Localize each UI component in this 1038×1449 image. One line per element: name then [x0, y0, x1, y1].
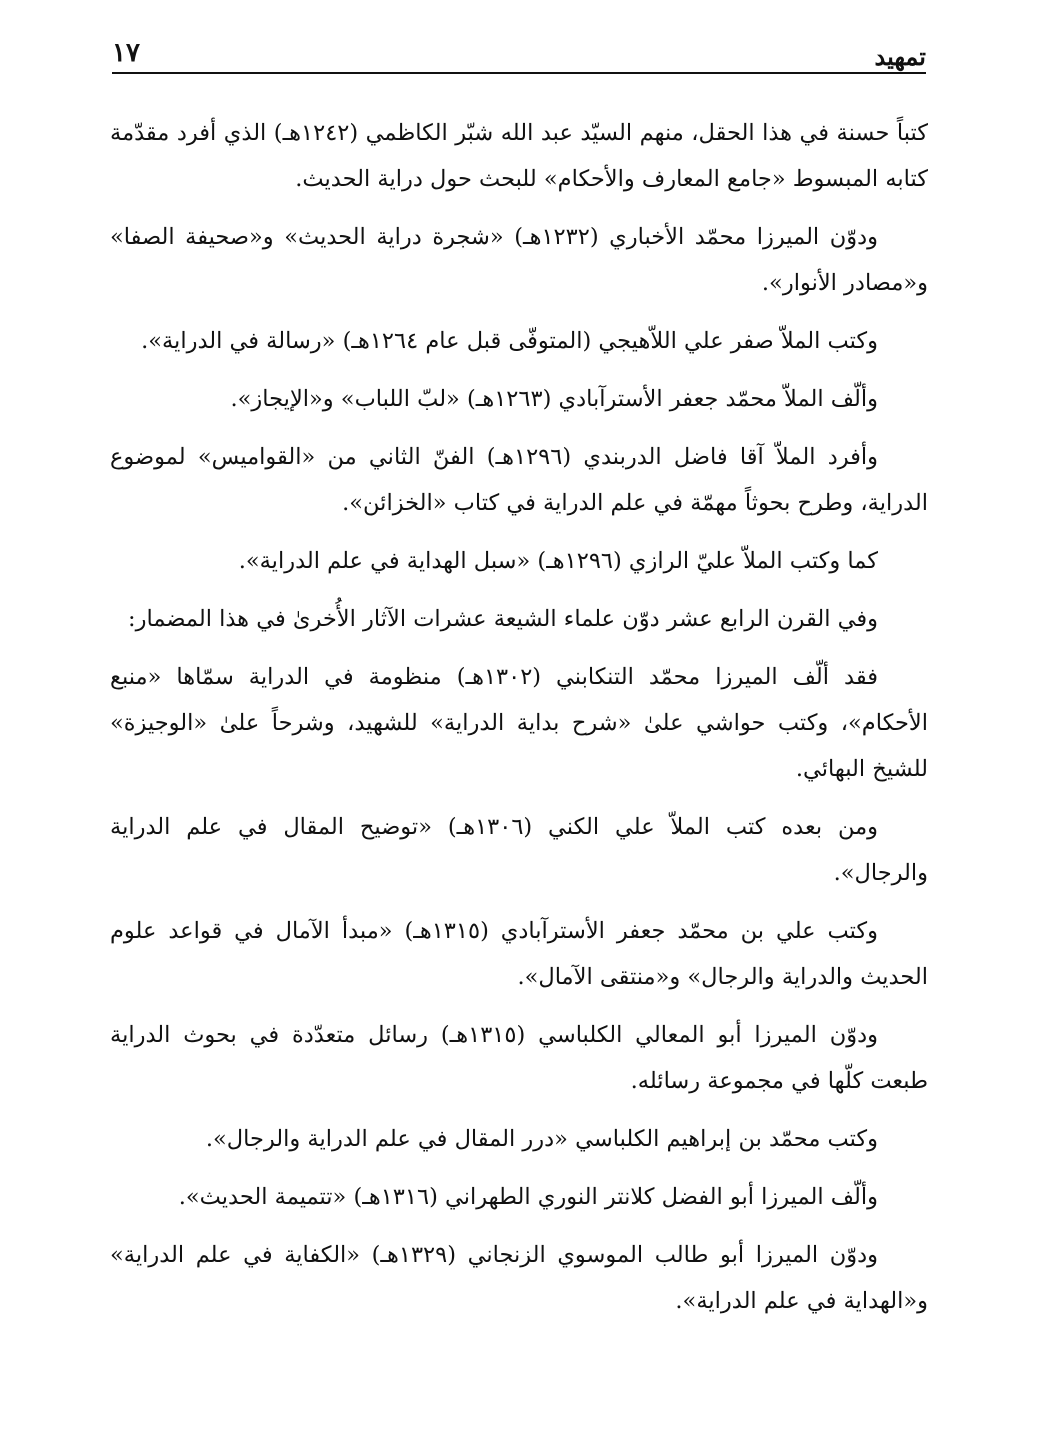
- paragraph: ومن بعده كتب الملاّ علي الكني (١٣٠٦هـ) «توضيح المقال في علم الدراية والرجال».: [110, 814, 928, 886]
- paragraph: فقد ألّف الميرزا محمّد التنكابني (١٣٠٢هـ) منظومة في الدراية سمّاها «منبع الأحكام»، وكتب حواشي علىٰ «شرح بداية الدراية» للشهيد، وشرحاً علىٰ «الوجيزة» للشيخ البهائي.: [110, 664, 928, 782]
- paragraph: وألّف الميرزا أبو الفضل كلانتر النوري الطهراني (١٣١٦هـ) «تتميمة الحديث».: [178, 1184, 878, 1210]
- paragraph: وأفرد الملاّ آقا فاضل الدربندي (١٢٩٦هـ) الفنّ الثاني من «القواميس» لموضوع الدراية، وطرح بحوثاً مهمّة في علم الدراية في كتاب «الخزائن».: [110, 444, 928, 516]
- running-title: تمهيد: [874, 42, 926, 71]
- paragraph: وكتب علي بن محمّد جعفر الأسترآبادي (١٣١٥هـ) «مبدأ الآمال في قواعد علوم الحديث والدراية والرجال» و«منتقى الآمال».: [110, 918, 928, 990]
- paragraph: وكتب محمّد بن إبراهيم الكلباسي «درر المقال في علم الدراية والرجال».: [205, 1126, 878, 1152]
- page-number: ١٧: [112, 38, 140, 68]
- paragraph: ودوّن الميرزا أبو المعالي الكلباسي (١٣١٥هـ) رسائل متعدّدة في بحوث الدراية طبعت كلّها في مجموعة رسائله.: [110, 1022, 928, 1094]
- paragraph: ودوّن الميرزا أبو طالب الموسوي الزنجاني (١٣٢٩هـ) «الكفاية في علم الدراية» و«الهداية في علم الدراية».: [110, 1242, 928, 1314]
- paragraph: كتباً حسنة في هذا الحقل، منهم السيّد عبد الله شبّر الكاظمي (١٢٤٢هـ) الذي أفرد مقدّمة كتابه المبسوط «جامع المعارف والأحكام» للبحث حول دراية الحديث.: [110, 120, 928, 192]
- page-header: [112, 28, 926, 74]
- paragraph: ودوّن الميرزا محمّد الأخباري (١٢٣٢هـ) «شجرة دراية الحديث» و«صحيفة الصفا» و«مصادر الأنوار».: [110, 224, 928, 296]
- paragraph: كما وكتب الملاّ عليّ الرازي (١٢٩٦هـ) «سبل الهداية في علم الدراية».: [238, 548, 878, 574]
- paragraph: وألّف الملاّ محمّد جعفر الأسترآبادي (١٢٦٣هـ) «لبّ اللباب» و«الإيجاز».: [230, 386, 878, 412]
- page-body: [110, 110, 928, 1336]
- paragraph: وكتب الملاّ صفر علي اللاّهيجي (المتوفّى قبل عام ١٢٦٤هـ) «رسالة في الدراية».: [141, 328, 878, 354]
- paragraph: وفي القرن الرابع عشر دوّن علماء الشيعة عشرات الآثار الأُخرىٰ في هذا المضمار:: [128, 606, 878, 632]
